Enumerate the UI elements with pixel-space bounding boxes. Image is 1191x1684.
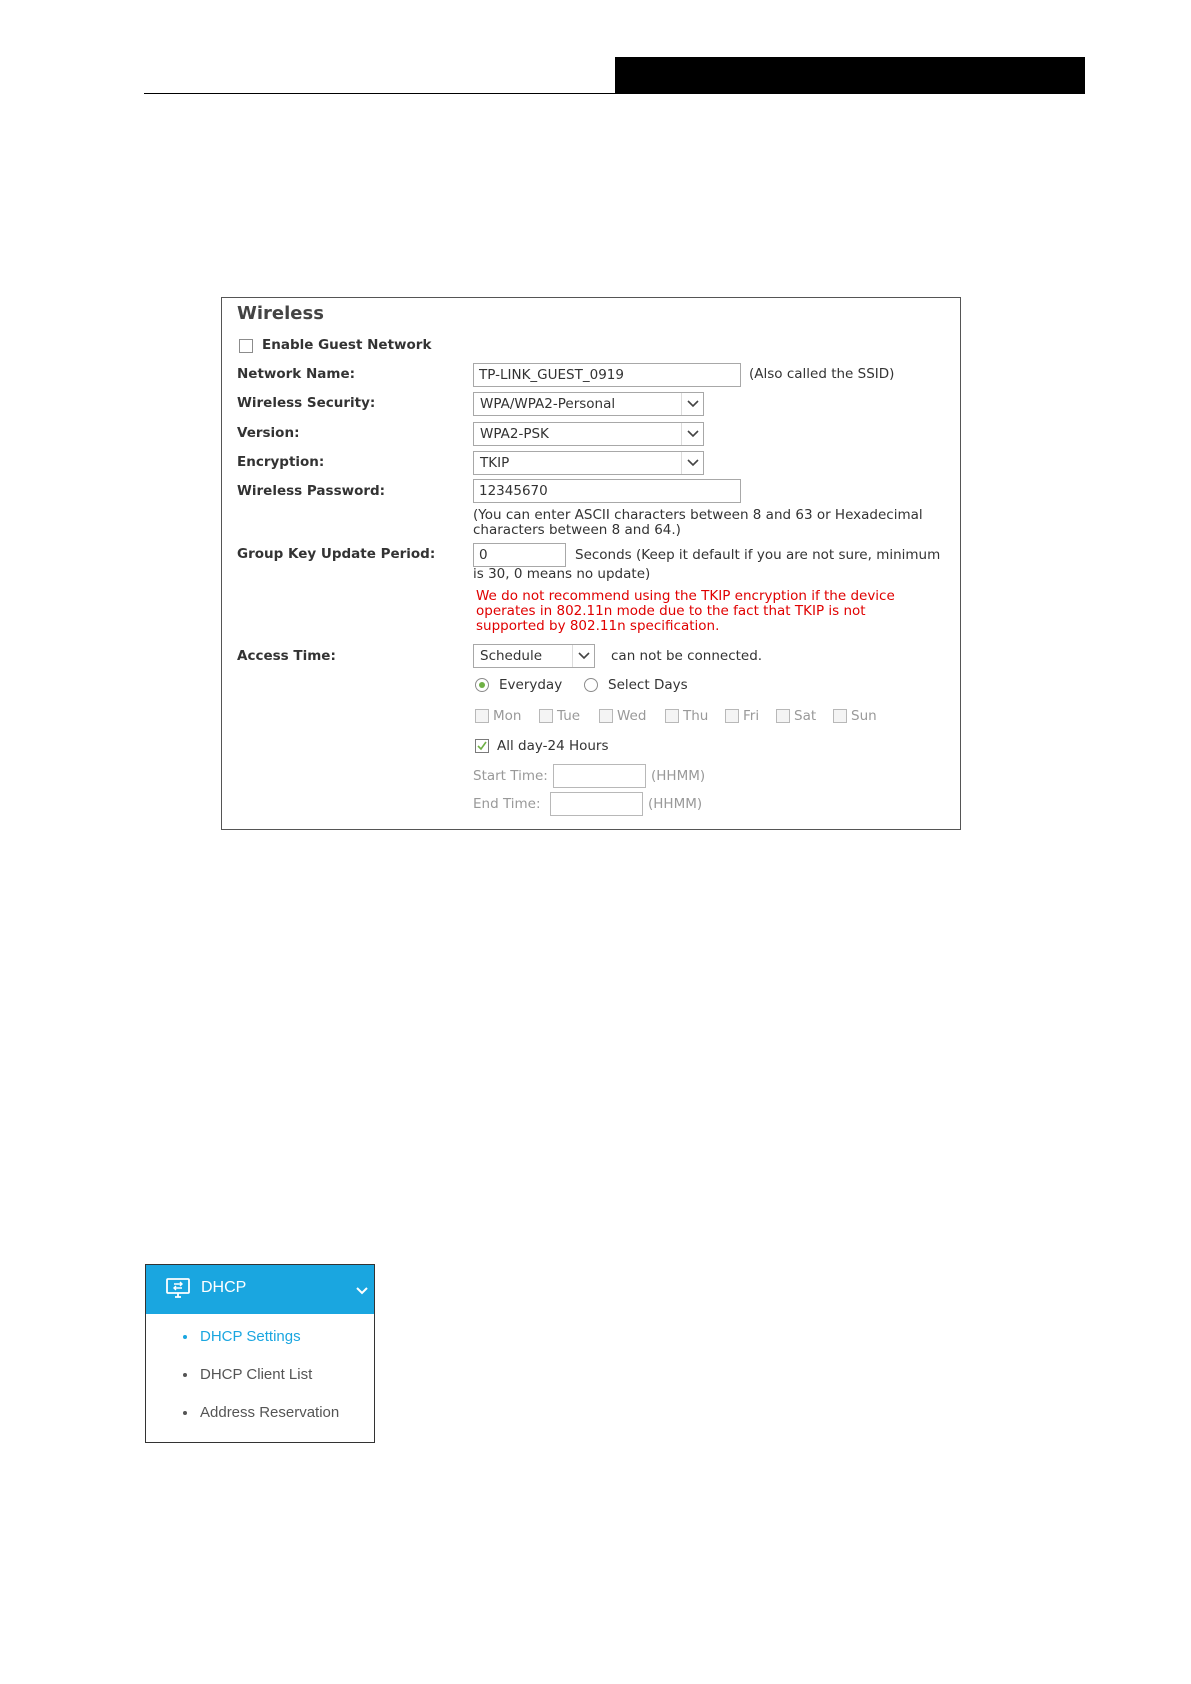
day-label-sun: Sun [851, 708, 877, 724]
day-checkbox-tue[interactable] [539, 709, 553, 723]
menu-item-label: DHCP Client List [200, 1366, 313, 1383]
tkip-warning-line2: operates in 802.11n mode due to the fact that TKIP is not [476, 603, 866, 619]
all-day-checkbox[interactable] [475, 739, 489, 753]
tkip-warning-line3: supported by 802.11n specification. [476, 618, 720, 634]
panel-title: Wireless [237, 303, 324, 324]
access-time-select[interactable] [473, 644, 595, 668]
everyday-radio[interactable] [475, 678, 489, 692]
access-time-value: Schedule [480, 648, 543, 664]
encryption-label: Encryption: [237, 454, 325, 470]
monitor-icon [166, 1278, 190, 1300]
day-label-thu: Thu [683, 708, 709, 724]
dhcp-menu [145, 1264, 375, 1443]
version-value: WPA2-PSK [480, 426, 549, 442]
menu-item-address-reservation[interactable] [146, 1401, 374, 1427]
start-time-hhmm: (HHMM) [651, 768, 706, 784]
group-key-note-line2: is 30, 0 means no update) [473, 566, 651, 582]
select-days-radio[interactable] [584, 678, 598, 692]
chevron-down-icon [356, 1287, 368, 1295]
wireless-password-input[interactable]: 12345670 [473, 479, 741, 503]
encryption-select[interactable] [473, 451, 704, 475]
start-time-label: Start Time: [473, 768, 548, 784]
day-checkbox-sun[interactable] [833, 709, 847, 723]
bullet [183, 1411, 187, 1415]
dhcp-menu-header[interactable] [146, 1265, 374, 1314]
day-label-fri: Fri [743, 708, 760, 724]
page-header-bar [615, 57, 1085, 94]
version-select[interactable] [473, 422, 704, 446]
chevron-down-icon [681, 423, 703, 445]
chevron-down-icon [572, 645, 594, 667]
menu-item-label: DHCP Settings [200, 1328, 301, 1345]
wireless-security-value: WPA/WPA2-Personal [480, 396, 616, 412]
password-note-line1: (You can enter ASCII characters between 8 and 63 or Hexadecimal [473, 507, 923, 523]
end-time-hhmm: (HHMM) [648, 796, 703, 812]
day-label-mon: Mon [493, 708, 522, 724]
ssid-note: (Also called the SSID) [749, 366, 895, 382]
version-label: Version: [237, 425, 300, 441]
chevron-down-icon [681, 452, 703, 474]
page-header-rule [144, 93, 1085, 94]
password-note-line2: characters between 8 and 64.) [473, 522, 681, 538]
access-time-label: Access Time: [237, 648, 336, 664]
menu-item-dhcp-client-list[interactable] [146, 1363, 374, 1389]
menu-item-dhcp-settings[interactable] [146, 1325, 374, 1351]
encryption-value: TKIP [480, 455, 510, 471]
start-time-input[interactable] [553, 764, 646, 788]
select-days-label: Select Days [608, 677, 688, 693]
day-label-wed: Wed [617, 708, 647, 724]
wireless-security-label: Wireless Security: [237, 395, 376, 411]
access-time-note: can not be connected. [611, 648, 763, 664]
tkip-warning-line1: We do not recommend using the TKIP encryption if the device [476, 588, 895, 604]
group-key-input[interactable]: 0 [473, 543, 566, 567]
enable-guest-label: Enable Guest Network [262, 337, 432, 353]
day-checkbox-fri[interactable] [725, 709, 739, 723]
everyday-label: Everyday [499, 677, 563, 693]
network-name-input[interactable]: TP-LINK_GUEST_0919 [473, 363, 741, 387]
group-key-note-line1: Seconds (Keep it default if you are not sure, minimum [575, 547, 941, 563]
wireless-panel [221, 297, 961, 830]
checkmark-icon [476, 740, 488, 752]
bullet [183, 1335, 187, 1339]
dhcp-menu-title: DHCP [201, 1279, 247, 1296]
all-day-label: All day-24 Hours [497, 738, 609, 754]
group-key-label: Group Key Update Period: [237, 546, 436, 562]
wireless-password-label: Wireless Password: [237, 483, 386, 499]
menu-item-label: Address Reservation [200, 1404, 340, 1421]
day-checkbox-mon[interactable] [475, 709, 489, 723]
network-name-label: Network Name: [237, 366, 356, 382]
day-checkbox-wed[interactable] [599, 709, 613, 723]
enable-guest-checkbox[interactable] [239, 339, 253, 353]
day-label-sat: Sat [794, 708, 817, 724]
wireless-security-select[interactable] [473, 392, 704, 416]
end-time-input[interactable] [550, 792, 643, 816]
day-label-tue: Tue [557, 708, 581, 724]
end-time-label: End Time: [473, 796, 541, 812]
day-checkbox-thu[interactable] [665, 709, 679, 723]
chevron-down-icon [681, 393, 703, 415]
bullet [183, 1373, 187, 1377]
day-checkbox-sat[interactable] [776, 709, 790, 723]
